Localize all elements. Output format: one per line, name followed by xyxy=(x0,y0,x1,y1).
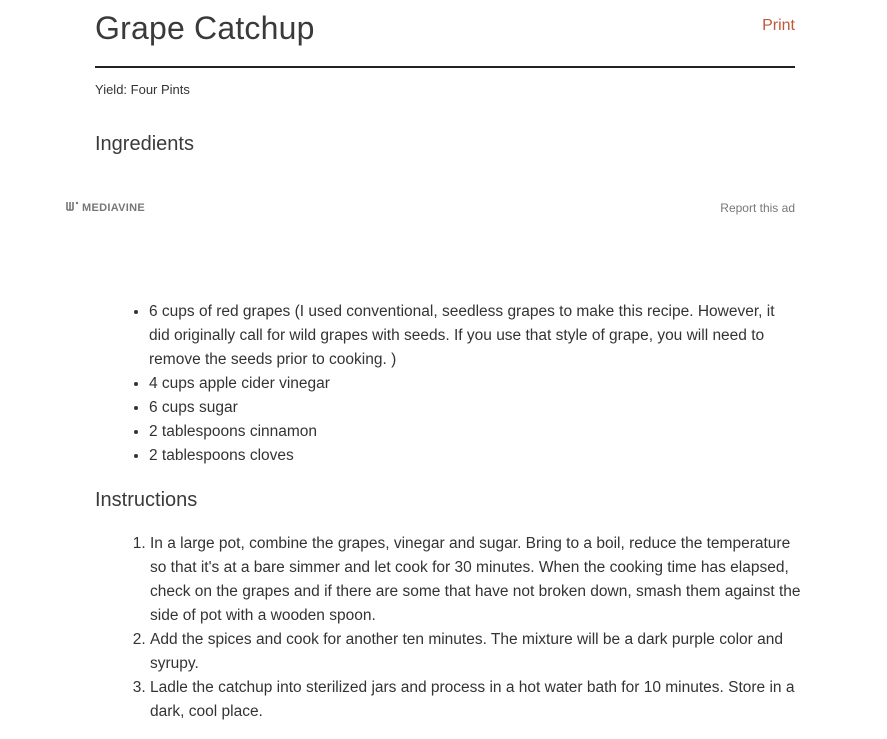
recipe-yield: Yield: Four Pints xyxy=(95,82,190,97)
ad-bar xyxy=(66,199,795,219)
ingredients-heading: Ingredients xyxy=(95,133,194,155)
ingredients-list xyxy=(130,300,799,468)
instruction-step: 1. In a large pot, combine the grapes, vinegar and sugar. Bring to a boil, reduce the temperature so that it's at a bare simmer and let cook for 30 minutes. When the cooking time has elapsed, check on the grapes and if there are some that have not broken down, smash them against the side of pot with a wooden spoon. xyxy=(150,532,810,628)
ingredient-item: • 2 tablespoons cloves xyxy=(149,444,799,468)
ingredient-item: • 6 cups sugar xyxy=(149,396,799,420)
report-ad-link[interactable]: Report this ad xyxy=(720,201,795,215)
print-link[interactable]: Print xyxy=(762,17,795,34)
instruction-step: 2. Add the spices and cook for another ten minutes. The mixture will be a dark purple color and syrupy. xyxy=(150,628,810,676)
mediavine-icon xyxy=(66,201,80,214)
ingredient-item: • 4 cups apple cider vinegar xyxy=(149,372,799,396)
mediavine-logo[interactable] xyxy=(66,201,145,214)
instructions-heading: Instructions xyxy=(95,489,198,511)
recipe-header xyxy=(95,0,795,68)
mediavine-vine-icon xyxy=(66,201,80,211)
ingredient-item: • 2 tablespoons cinnamon xyxy=(149,420,799,444)
instruction-step: 3. Ladle the catchup into sterilized jars and process in a hot water bath for 10 minutes. Store in a dark, cool place. xyxy=(150,676,810,724)
recipe-title: Grape Catchup xyxy=(95,10,315,46)
ingredient-item: • 6 cups of red grapes (I used conventional, seedless grapes to make this recipe. However, it did originally call for wild grapes with seeds. If you use that style of grape, you will need to remove the seeds prior to cooking. ) xyxy=(149,300,799,372)
instructions-list xyxy=(132,532,810,724)
mediavine-brand: MEDIAVINE xyxy=(82,201,146,214)
